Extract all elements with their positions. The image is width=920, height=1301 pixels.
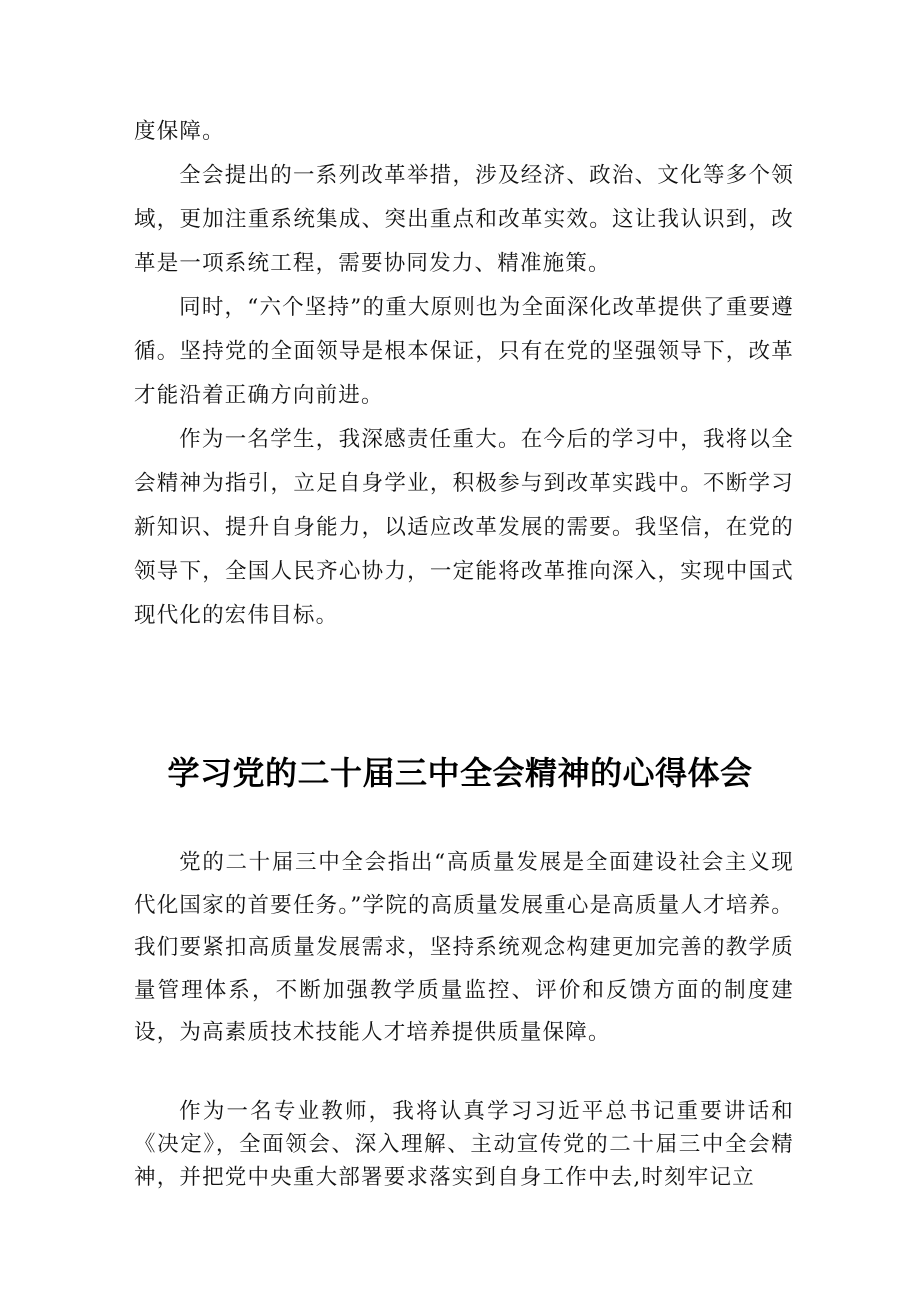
article-title: 学习党的二十届三中全会精神的心得体会	[167, 754, 753, 792]
paragraph-continuation: 度保障。	[134, 119, 225, 144]
paragraph-student-responsibility: 作为一名学生，我深感责任重大。在今后的学习中，我将以全会精神为指引，立足自身学业，积极参与到改革实践中。不断学习新知识、提升自身能力，以适应改革发展的需要。我坚信，在党的领导下，全国人民齐心协力，一定能将改革推向深入，实现中国式现代化的宏伟目标。	[134, 427, 794, 628]
previous-article-continuation	[134, 110, 794, 638]
article-body-part1	[134, 842, 794, 1055]
paragraph-teacher-commitment: 作为一名专业教师，我将认真学习习近平总书记重要讲话和《决定》，全面领会、深入理解、主动宣传党的二十届三中全会精神，并把党中央重大部署要求落实到自身工作中去,时刻牢记立	[134, 1099, 794, 1190]
paragraph-six-principles: 同时，“六个坚持”的重大原则也为全面深化改革提供了重要遵循。坚持党的全面领导是根本保证，只有在党的坚强领导下，改革才能沿着正确方向前进。	[134, 295, 794, 408]
paragraph-reform-measures: 全会提出的一系列改革举措，涉及经济、政治、文化等多个领域，更加注重系统集成、突出重点和改革实效。这让我认识到，改革是一项系统工程，需要协同发力、精准施策。	[134, 163, 794, 276]
article-body-part2	[134, 1095, 794, 1194]
paragraph-high-quality-development: 党的二十届三中全会指出“高质量发展是全面建设社会主义现代化国家的首要任务。”学院的高质量发展重心是高质量人才培养。我们要紧扣高质量发展需求，坚持系统观念构建更加完善的教学质量管理体系，不断加强教学质量监控、评价和反馈方面的制度建设，为高素质技术技能人才培养提供质量保障。	[134, 850, 794, 1045]
